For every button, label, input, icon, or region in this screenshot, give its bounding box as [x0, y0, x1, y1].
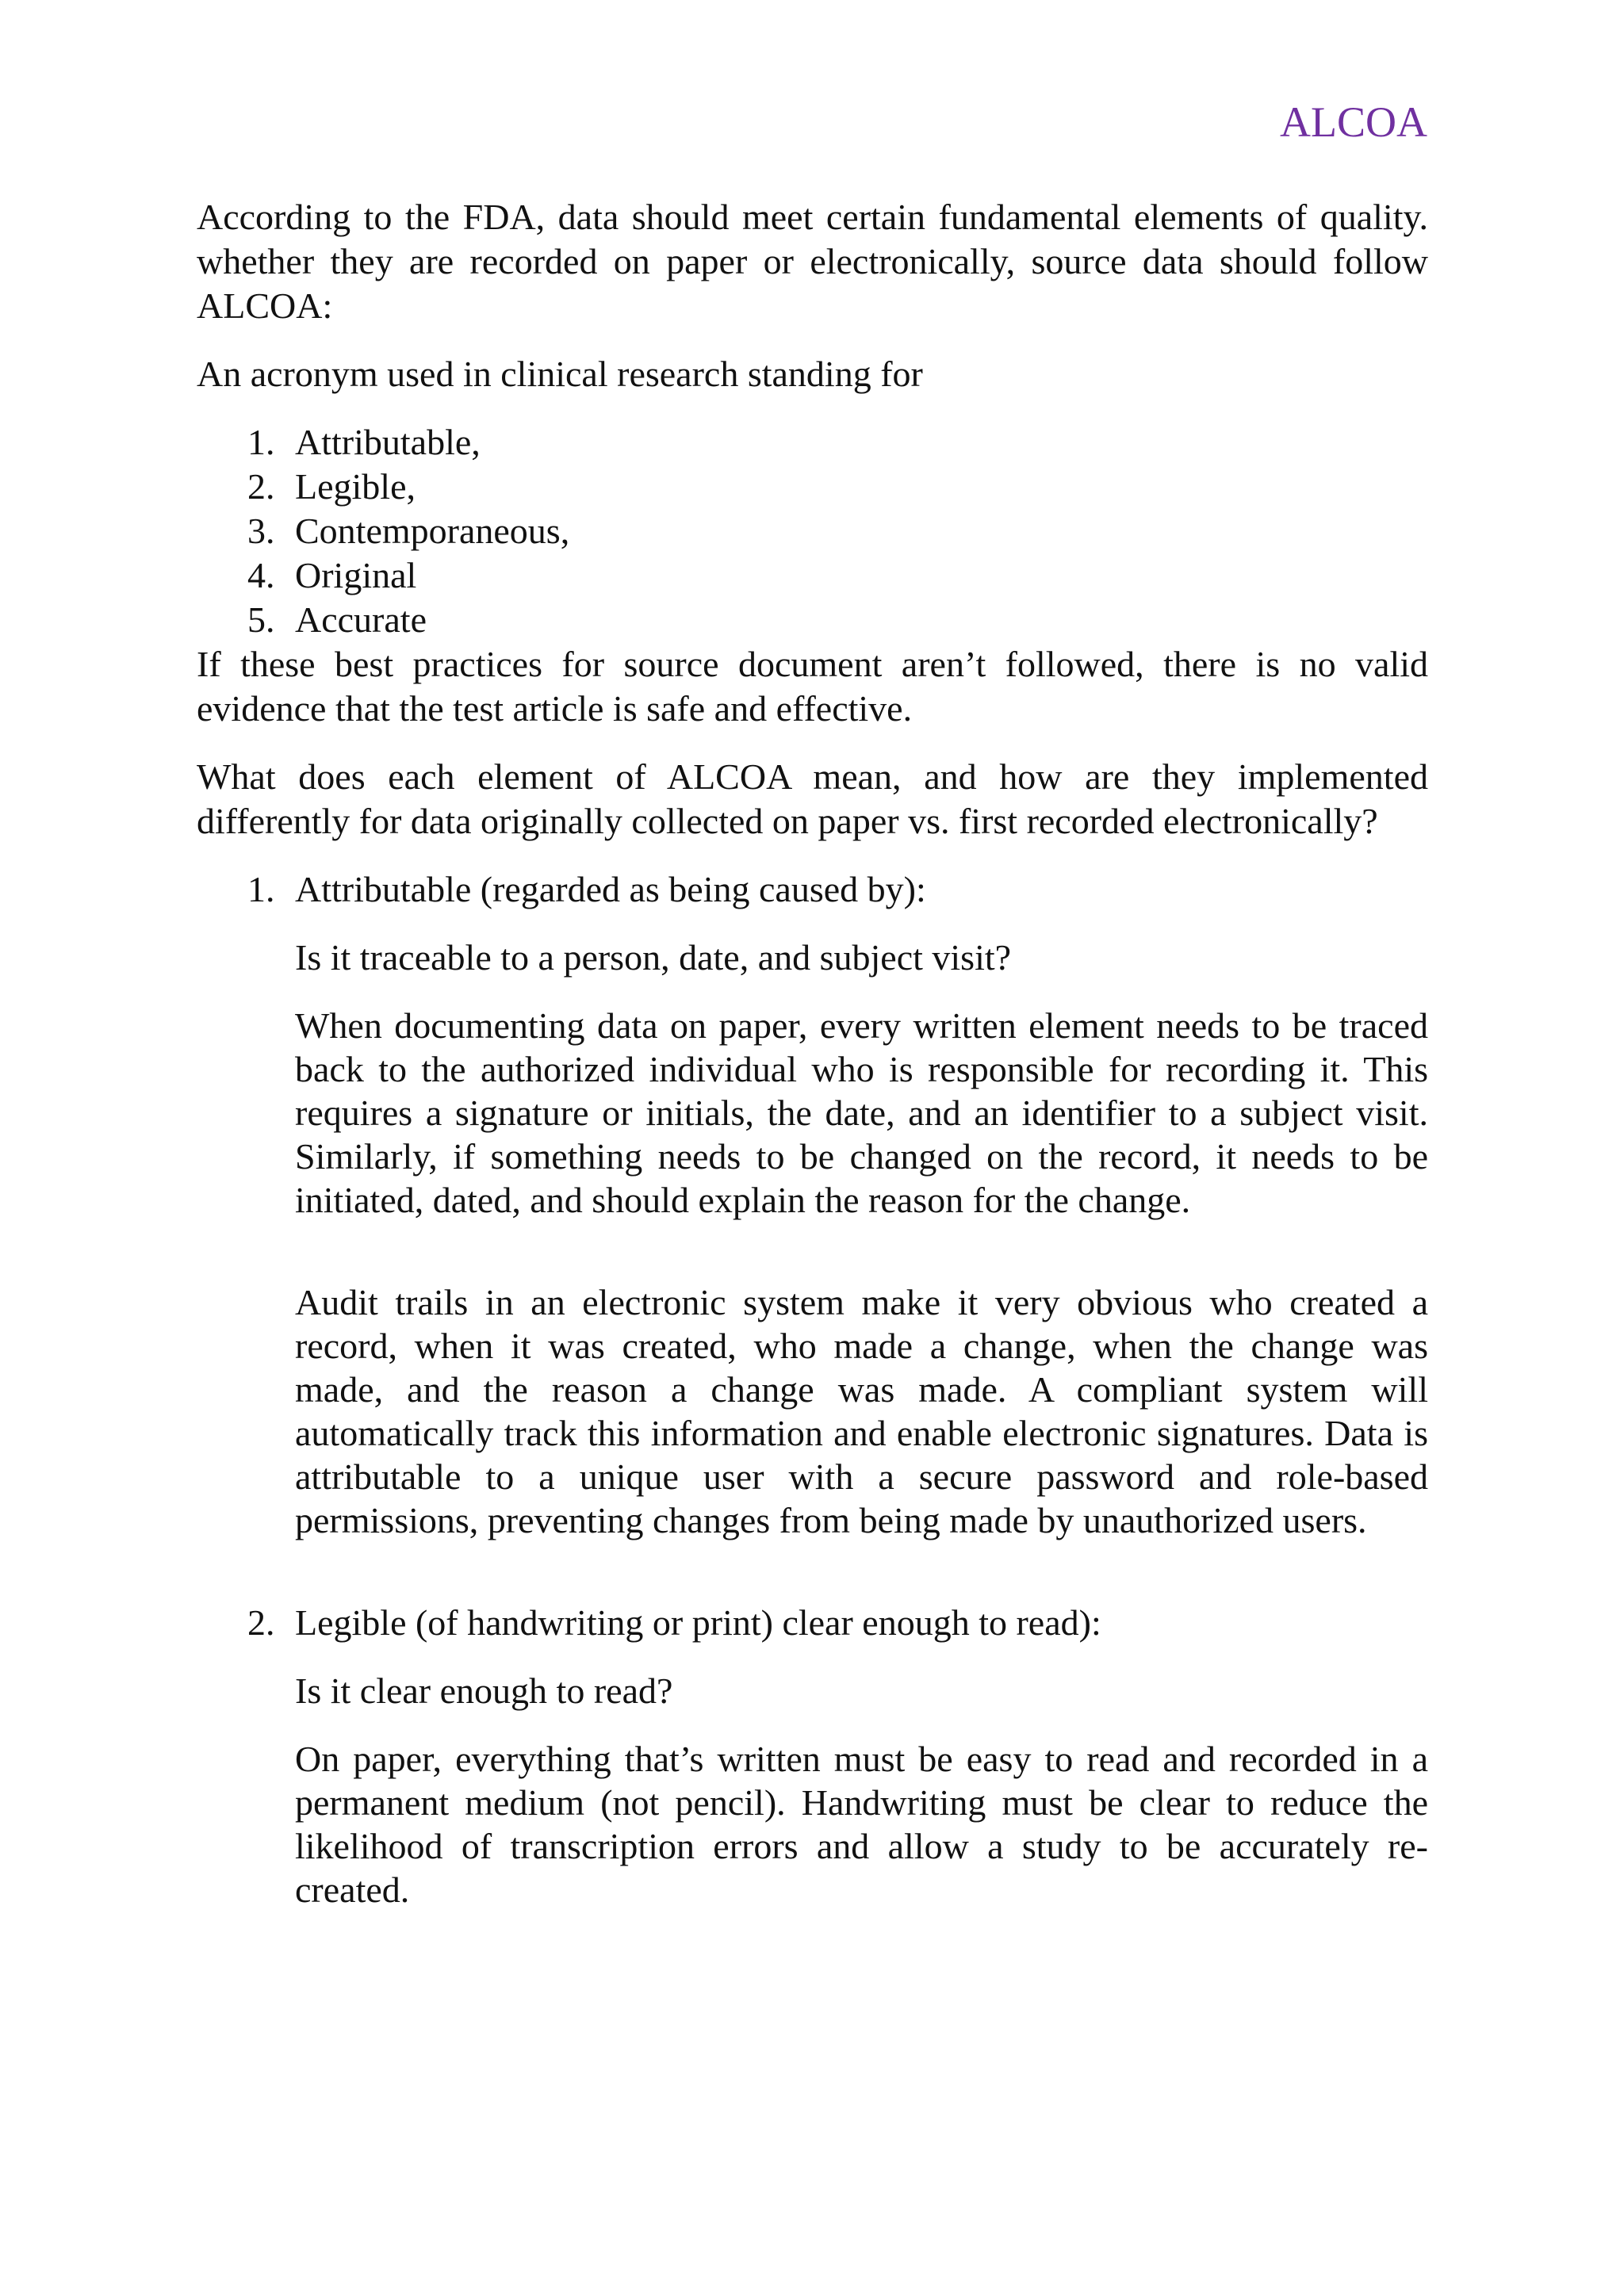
element-heading: Attributable (regarded as being caused by):	[295, 869, 926, 909]
document-body	[197, 195, 1428, 1911]
list-item-text: Original	[295, 555, 417, 595]
alcoa-elements-list	[197, 867, 1428, 1911]
element-number: 1.	[247, 869, 275, 909]
list-item-text: Accurate	[295, 599, 427, 640]
acronym-list	[197, 420, 1428, 642]
warning-paragraph: If these best practices for source document aren’t followed, there is no valid evidence that the test article is safe and effective.	[197, 644, 1428, 729]
list-item	[197, 420, 1428, 465]
element-number: 2.	[247, 1602, 275, 1643]
list-item	[197, 509, 1428, 553]
element-heading: Legible (of handwriting or print) clear enough to read):	[295, 1602, 1101, 1643]
list-item-text: Attributable,	[295, 422, 481, 462]
list-number: 3.	[247, 511, 275, 551]
list-item-text: Legible,	[295, 466, 416, 507]
question-paragraph: What does each element of ALCOA mean, and how are they implemented differently for data originally collected on paper vs. first recorded electronically?	[197, 756, 1428, 841]
list-item	[197, 553, 1428, 598]
list-number: 2.	[247, 466, 275, 507]
element-paper-paragraph: On paper, everything that’s written must be easy to read and recorded in a permanent medium (not pencil). Handwriting must be clear to reduce the likelihood of transcription errors and allow a study to be accurately re-created.	[295, 1739, 1428, 1910]
list-number: 4.	[247, 555, 275, 595]
element-body	[295, 936, 1428, 1542]
element-sub-question: Is it traceable to a person, date, and subject visit?	[295, 937, 1012, 978]
intro-paragraph: According to the FDA, data should meet certain fundamental elements of quality. whether they are recorded on paper or electronically, source data should follow ALCOA:	[197, 197, 1428, 326]
element-sub-question: Is it clear enough to read?	[295, 1670, 673, 1711]
list-item-text: Contemporaneous,	[295, 511, 570, 551]
acronym-intro: An acronym used in clinical research standing for	[197, 354, 923, 394]
list-item	[197, 465, 1428, 509]
list-item	[197, 598, 1428, 642]
element-body	[295, 1669, 1428, 1911]
element-item	[197, 1601, 1428, 1911]
page-header-title: ALCOA	[1280, 98, 1427, 146]
element-paper-paragraph: When documenting data on paper, every written element needs to be traced back to the authorized individual who is responsible for recording it. This requires a signature or initials, the date, and an identifier to a subject visit. Similarly, if something needs to be changed on the record, it needs to be initiated, dated, and should explain the reason for the change.	[295, 1005, 1428, 1220]
list-number: 5.	[247, 599, 275, 640]
element-electronic-paragraph: Audit trails in an electronic system make it very obvious who created a record, when it was created, who made a change, when the change was made, and the reason a change was made. A compliant system will automatically track this information and enable electronic signatures. Data is attributable to a unique user with a secure password and role-based permissions, preventing changes from being made by unauthorized users.	[295, 1282, 1428, 1540]
list-number: 1.	[247, 422, 275, 462]
element-item	[197, 867, 1428, 1542]
